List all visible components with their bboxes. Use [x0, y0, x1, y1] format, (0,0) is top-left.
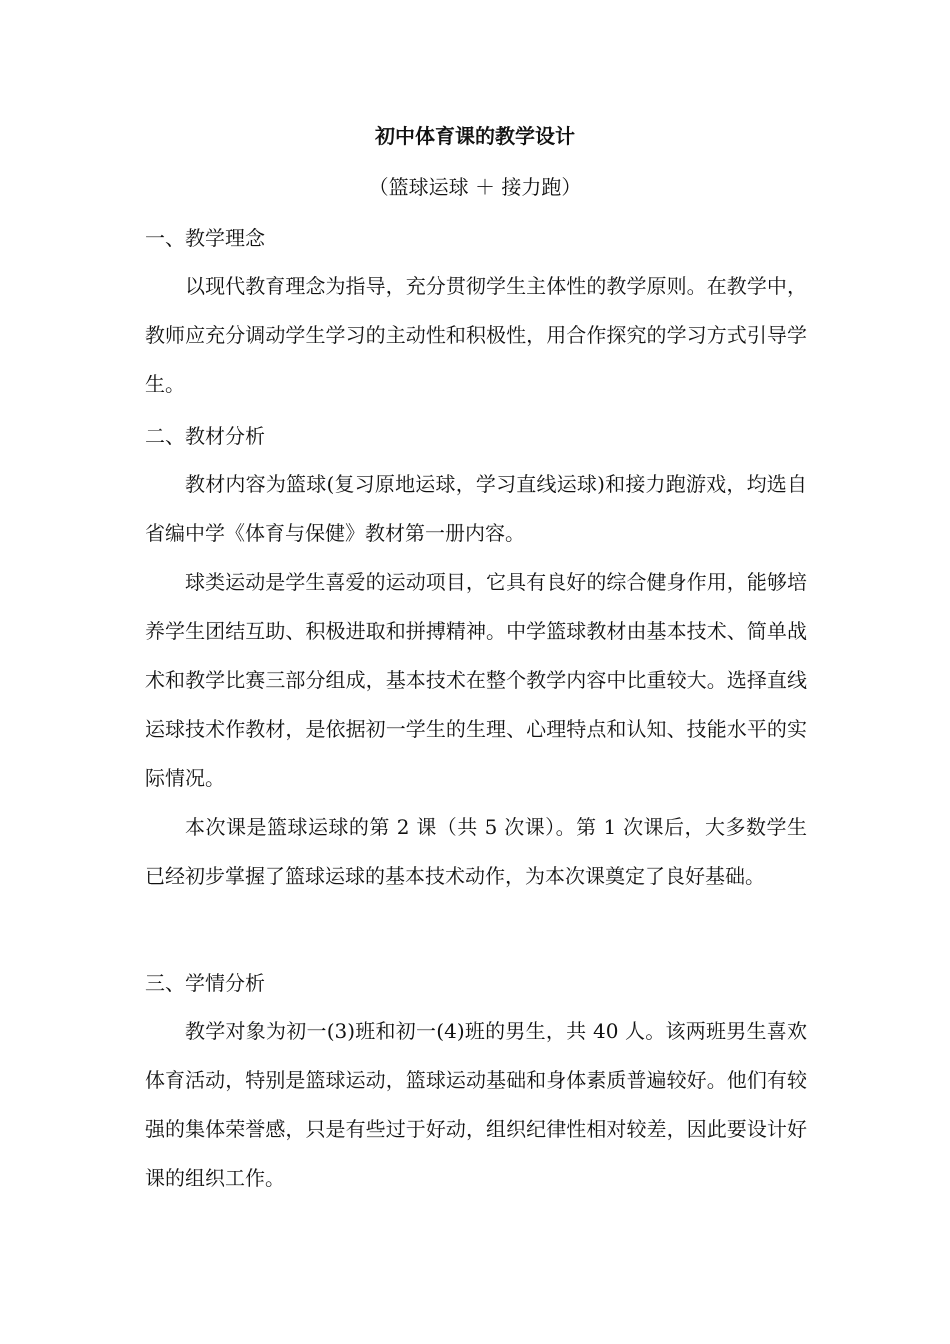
- section-heading-material-analysis: 二、教材分析: [145, 424, 265, 448]
- paragraph-student-analysis: 教学对象为初一(3)班和初一(4)班的男生，共 40 人。该两班男生喜欢体育活动，特别是篮球运动，篮球运动基础和身体素质普遍较好。他们有较强的集体荣誉感，只是有些过于好动，组织纪律性相对较差，因此要设计好课的组织工作。: [145, 1019, 807, 1190]
- paragraph-ball-sports: 球类运动是学生喜爱的运动项目，它具有良好的综合健身作用，能够培养学生团结互助、积极进取和拼搏精神。中学篮球教材由基本技术、简单战术和教学比赛三部分组成，基本技术在整个教学内容中比重较大。选择直线运球技术作教材，是依据初一学生的生理、心理特点和认知、技能水平的实际情况。: [145, 570, 807, 790]
- section-heading-student-analysis: 三、学情分析: [145, 971, 265, 995]
- document-title: 初中体育课的教学设计: [375, 124, 575, 148]
- paragraph-teaching-philosophy: 以现代教育理念为指导，充分贯彻学生主体性的教学原则。在教学中，教师应充分调动学生学习的主动性和积极性，用合作探究的学习方式引导学生。: [145, 274, 807, 396]
- paragraph-material-content: 教材内容为篮球(复习原地运球，学习直线运球)和接力跑游戏，均选自省编中学《体育与保健》教材第一册内容。: [145, 472, 807, 545]
- paragraph-lesson-progress: 本次课是篮球运球的第 2 课（共 5 次课）。第 1 次课后，大多数学生已经初步掌握了篮球运球的基本技术动作，为本次课奠定了良好基础。: [145, 815, 807, 888]
- section-heading-teaching-philosophy: 一、教学理念: [145, 226, 265, 250]
- document-subtitle: （篮球运球 ＋ 接力跑）: [368, 175, 582, 199]
